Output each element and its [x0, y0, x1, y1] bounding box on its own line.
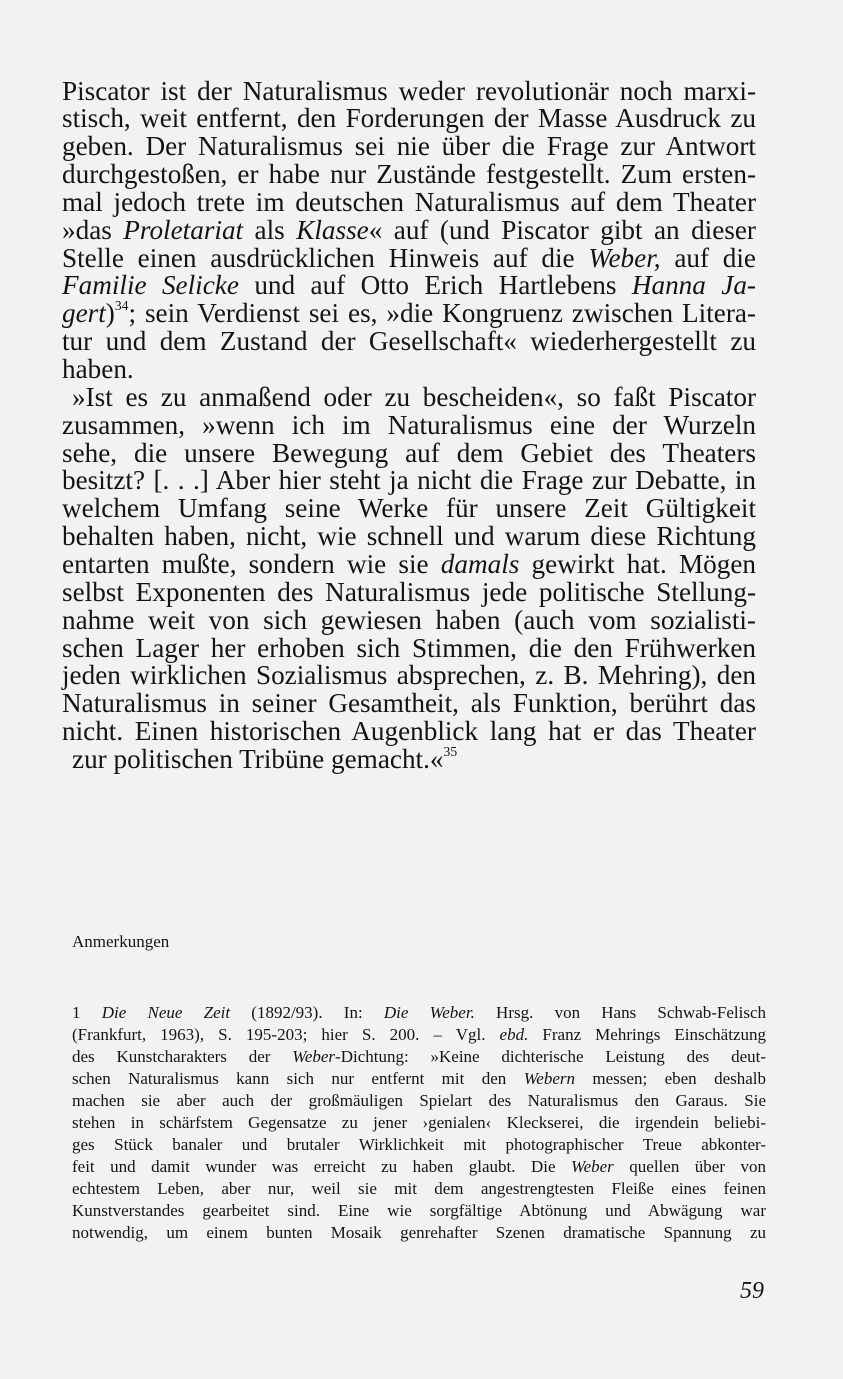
text-line: stisch, weit entfernt, den Forderungen der Masse Ausdruck zu: [62, 103, 756, 133]
note-line: (Frankfurt, 1963), S. 195-203; hier S. 200. – Vgl. ebd. Franz Mehrings Einschätzung: [72, 1025, 766, 1044]
note-line: schen Naturalismus kann sich nur entfernt mit den Webern messen; eben deshalb: [72, 1069, 766, 1088]
page-number: 59: [740, 1278, 764, 1304]
note-line: machen sie aber auch der großmäuligen Spielart des Naturalismus den Garaus. Sie: [72, 1091, 766, 1110]
text-line: geben. Der Naturalismus sei nie über die Frage zur Antwort: [62, 131, 756, 161]
text-line: Naturalismus in seiner Gesamtheit, als Funktion, berührt das: [62, 688, 756, 718]
text-line: schen Lager her erhoben sich Stimmen, die den Frühwerken: [62, 633, 756, 663]
text-line: welchem Umfang seine Werke für unsere Zeit Gültigkeit: [62, 493, 756, 523]
note-line: echtestem Leben, aber nur, weil sie mit dem angestrengtesten Fleiße eines feinen: [72, 1179, 766, 1198]
footnote-ref-35: 35: [443, 743, 458, 759]
note-line: ges Stück banaler und brutaler Wirklichkeit mit photographischer Treue abkonter-: [72, 1135, 766, 1154]
text-line: nahme weit von sich gewiesen haben (auch vom sozialisti-: [62, 605, 756, 635]
text-line: durchgestoßen, er habe nur Zustände festgestellt. Zum ersten-: [62, 159, 756, 189]
text-line: nicht. Einen historischen Augenblick lang hat er das Theater: [62, 716, 756, 746]
text-line: Stelle einen ausdrücklichen Hinweis auf die Weber, auf die: [62, 243, 756, 273]
text-line: haben.: [62, 354, 134, 384]
text-line: gert)$^{34}$; sein Verdienst sei es, »die Kongruenz zwischen Litera-: [62, 297, 756, 328]
text-line: zusammen, »wenn ich im Naturalismus eine der Wurzeln: [62, 410, 756, 440]
text-line: jeden wirklichen Sozialismus absprechen, z. B. Mehring), den: [62, 660, 756, 690]
text-line: Familie Selicke und auf Otto Erich Hartlebens Hanna Ja-: [62, 270, 756, 300]
text-line: besitzt? [. . .] Aber hier steht ja nicht die Frage zur Debatte, in: [62, 465, 756, 495]
text-line: mal jedoch trete im deutschen Naturalismus auf dem Theater: [62, 187, 756, 217]
text-line: selbst Exponenten des Naturalismus jede politische Stellung-: [62, 577, 756, 607]
note-line: stehen in schärfstem Gegensatze zu jener ›genialen‹ Kleckserei, die irgendein beliebi-: [72, 1113, 766, 1132]
text-line: Piscator ist der Naturalismus weder revolutionär noch marxi-: [62, 76, 756, 106]
text-line: »Ist es zu anmaßend oder zu bescheiden«, so faßt Piscator: [72, 382, 756, 412]
text-line: »das Proletariat als Klasse« auf (und Piscator gibt an dieser: [62, 215, 756, 245]
text-line: entarten mußte, sondern wie sie damals gewirkt hat. Mögen: [62, 549, 756, 579]
text-line: behalten haben, nicht, wie schnell und warum diese Richtung: [62, 521, 756, 551]
notes-heading: Anmerkungen: [72, 932, 170, 951]
text-line: sehe, die unsere Bewegung auf dem Gebiet des Theaters: [62, 438, 756, 468]
note-line: notwendig, um einem bunten Mosaik genrehafter Szenen dramatische Spannung zu: [72, 1223, 766, 1242]
text-line: tur und dem Zustand der Gesellschaft« wiederhergestellt zu: [62, 326, 756, 356]
text-line: zur politischen Tribüne gemacht.«$^{35}$: [72, 743, 458, 774]
note-line: Kunstverstandes gearbeitet sind. Eine wie sorgfältige Abtönung und Abwägung war: [72, 1201, 766, 1220]
note-line: feit und damit wunder was erreicht zu haben glaubt. Die Weber quellen über von: [72, 1157, 766, 1176]
note-line: des Kunstcharakters der Weber-Dichtung: »Keine dichterische Leistung des deut-: [72, 1047, 766, 1066]
footnote-ref-34: 34: [114, 297, 129, 313]
note-line: 1 Die Neue Zeit (1892/93). In: Die Weber. Hrsg. von Hans Schwab-Felisch: [72, 1003, 767, 1022]
